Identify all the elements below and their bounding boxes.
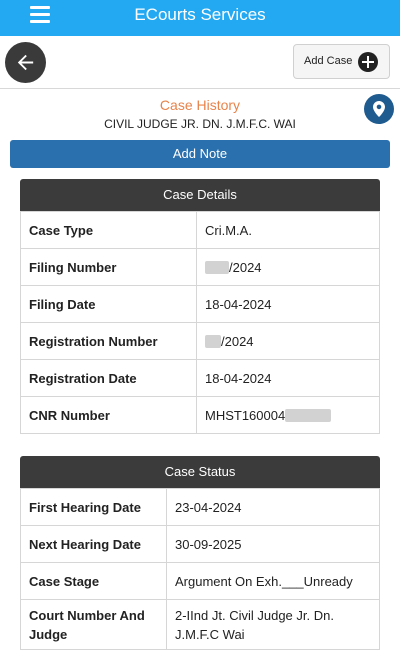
cnr-number-cell	[197, 397, 380, 434]
case-status-table	[20, 488, 380, 650]
case-history-heading: Case History	[159, 97, 241, 113]
cnr-number-label: CNR Number	[21, 397, 197, 434]
case-stage-value: Argument On Exh.___Unready	[167, 563, 380, 600]
table-row	[21, 323, 380, 360]
registration-date-value: 18-04-2024	[197, 360, 380, 397]
cnr-number-value: MHST160004	[205, 407, 286, 423]
case-status-section	[20, 456, 380, 650]
case-details-header: Case Details	[20, 179, 380, 211]
table-row	[21, 600, 380, 650]
filing-number-cell	[197, 249, 380, 286]
toolbar	[0, 36, 400, 89]
table-row	[21, 489, 380, 526]
court-name: CIVIL JUDGE JR. DN. J.M.F.C. WAI	[104, 117, 296, 131]
app-title: ECourts Services	[134, 5, 266, 24]
court-number-judge-value: 2-IInd Jt. Civil Judge Jr. Dn. J.M.F.C Wai	[167, 600, 380, 650]
redacted-value	[205, 335, 221, 348]
court-number-judge-label: Court Number And Judge	[21, 600, 167, 650]
table-row	[21, 360, 380, 397]
registration-number-cell	[197, 323, 380, 360]
redacted-value	[285, 409, 331, 422]
add-note-button[interactable]: Add Note	[10, 140, 390, 168]
case-details-section	[20, 179, 380, 434]
table-row	[21, 526, 380, 563]
table-row	[21, 286, 380, 323]
first-hearing-date-label: First Hearing Date	[21, 489, 167, 526]
registration-number-value: /2024	[221, 333, 254, 349]
registration-date-label: Registration Date	[21, 360, 197, 397]
table-row	[21, 212, 380, 249]
case-details-table	[20, 211, 380, 434]
registration-number-label: Registration Number	[21, 323, 197, 360]
filing-number-label: Filing Number	[21, 249, 197, 286]
next-hearing-date-label: Next Hearing Date	[21, 526, 167, 563]
location-pin-icon	[373, 101, 385, 117]
plus-circle-icon	[358, 52, 378, 72]
back-button[interactable]	[5, 42, 46, 83]
case-type-value: Cri.M.A.	[197, 212, 380, 249]
filing-date-label: Filing Date	[21, 286, 197, 323]
app-bar	[0, 0, 400, 36]
case-stage-label: Case Stage	[21, 563, 167, 600]
first-hearing-date-value: 23-04-2024	[167, 489, 380, 526]
filing-number-value: /2024	[229, 259, 262, 275]
case-status-header: Case Status	[20, 456, 380, 488]
redacted-value	[205, 261, 229, 274]
table-row	[21, 563, 380, 600]
table-row	[21, 249, 380, 286]
back-arrow-icon	[14, 51, 37, 74]
case-type-label: Case Type	[21, 212, 197, 249]
add-case-label: Add Case	[304, 55, 353, 67]
next-hearing-date-value: 30-09-2025	[167, 526, 380, 563]
location-button[interactable]	[364, 94, 394, 124]
table-row	[21, 397, 380, 434]
filing-date-value: 18-04-2024	[197, 286, 380, 323]
add-case-button[interactable]	[293, 44, 390, 79]
